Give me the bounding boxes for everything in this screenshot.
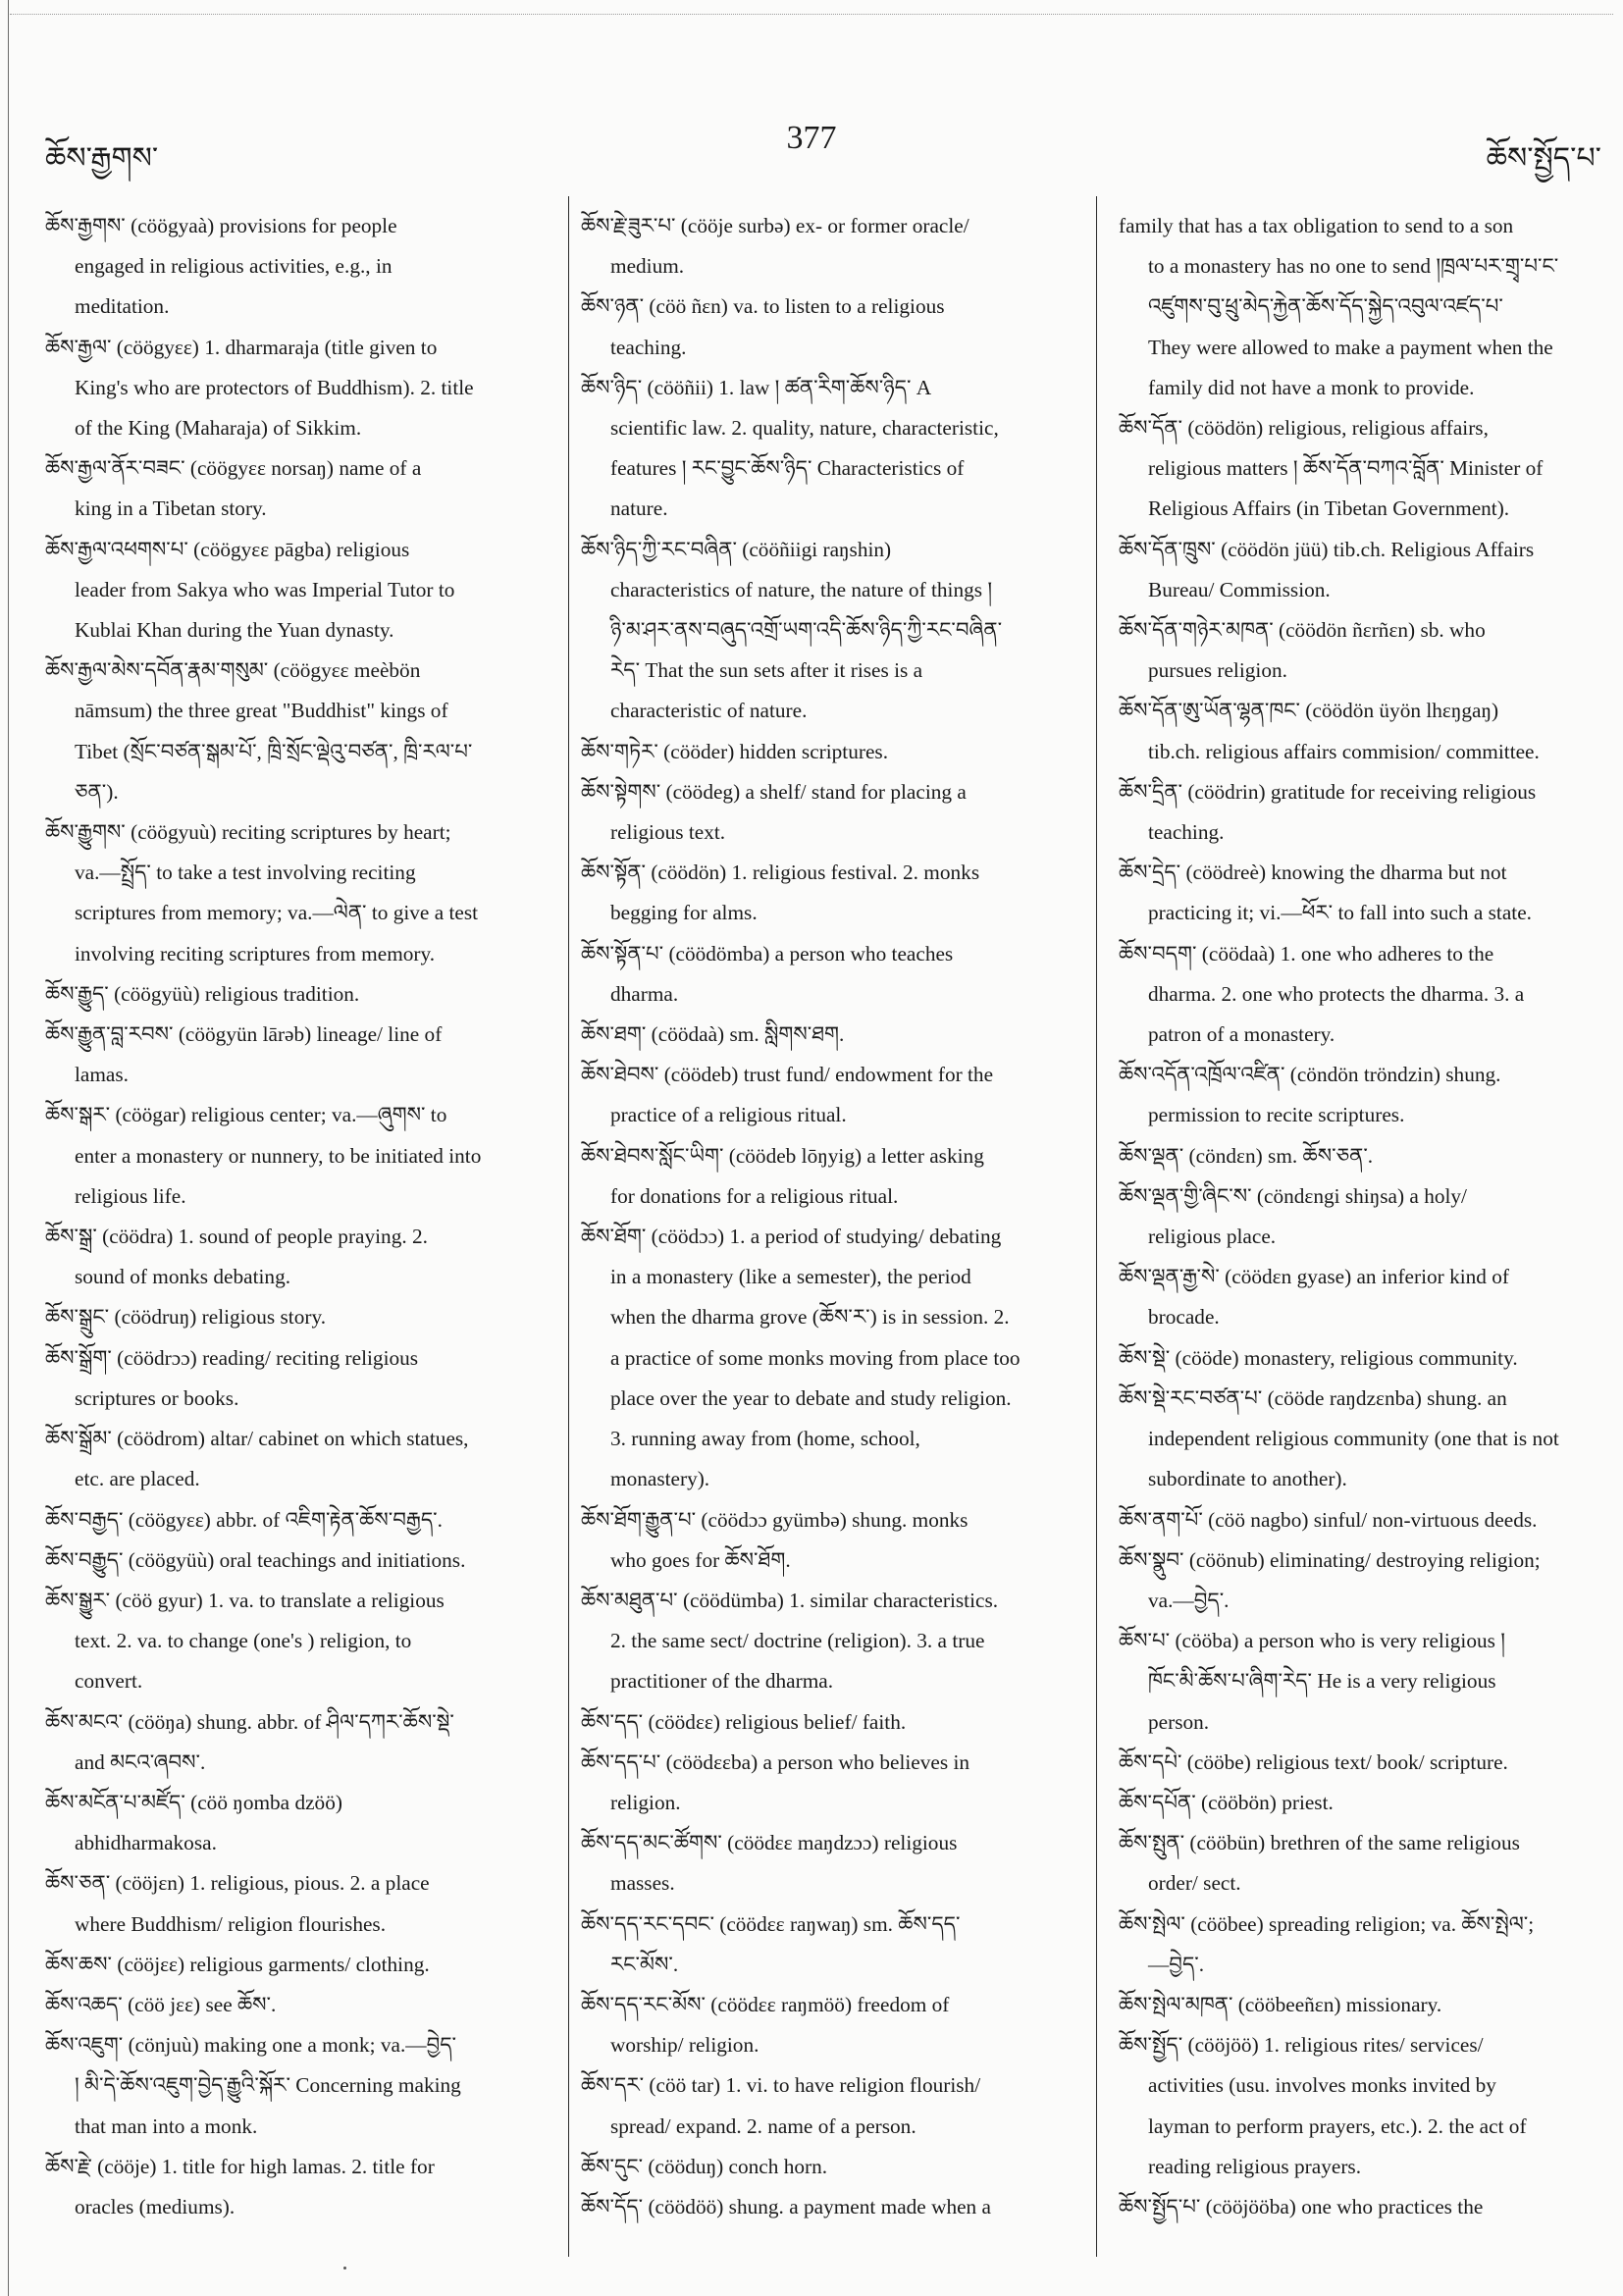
entry-line: oracles (mediums). xyxy=(75,2194,236,2218)
entry-line: engaged in religious activities, e.g., in xyxy=(75,254,393,279)
dictionary-column-2 xyxy=(581,206,1081,2262)
dictionary-entry xyxy=(581,1015,1081,1055)
entry-line: ཆོས་ཉིད་ (cööñii) 1. law ། ཚན་རིག་ཆོས་ཉིད་ A xyxy=(581,375,932,399)
entry-line: features ། རང་བྱུང་ཆོས་ཉིད་ Characteristics of xyxy=(610,456,965,481)
entry-line: dharma. 2. one who protects the dharma. 3. a xyxy=(1148,981,1525,1006)
entry-line: va.—སྤྲོད་ to take a test involving reciting xyxy=(75,861,416,885)
page-number: 377 xyxy=(786,120,837,156)
dictionary-entry xyxy=(45,1500,555,1540)
dictionary-entry xyxy=(45,651,555,812)
entry-line: medium. xyxy=(610,254,685,279)
dictionary-entry xyxy=(581,934,1081,1015)
entry-line: —བྱེད་. xyxy=(1148,1952,1205,1976)
entry-line: etc. are placed. xyxy=(75,1467,200,1491)
entry-line: རེད་ That the sun sets after it rises is a xyxy=(610,658,923,683)
entry-line: scriptures from memory; va.—ལེན་ to give a test xyxy=(75,901,479,925)
entry-line: sound of monks debating. xyxy=(75,1265,291,1289)
entry-line: ཆོས་ཐག་ (cöödaà) sm. སླིགས་ཐག. xyxy=(581,1022,845,1047)
entry-line: ཆོས་སྒྲོམ་ (cöödrom) altar/ cabinet on which statues, xyxy=(45,1427,469,1451)
entry-line: Tibet (སྲོང་བཙན་སྒམ་པོ་, ཁྲི་སྲོང་ལྡེའུ་བཙན་, ཁྲི་རལ་པ་ xyxy=(75,739,473,763)
entry-line: ཆོས་དད་རང་དབང་ (cöödɛɛ raŋwaŋ) sm. ཆོས་དད་ xyxy=(581,1911,961,1936)
entry-line: ཆོས་ལྡན་རྒྱ་སེ་ (cöödɛn gyase) an inferior kind of xyxy=(1119,1265,1510,1289)
entry-line: ཆོས་རྗེ་ (cööje) 1. title for high lamas. 2. title for xyxy=(45,2154,435,2178)
entry-line: monastery). xyxy=(610,1467,710,1491)
entry-line: ཆོས་རྒྱལ་མེས་དབོན་རྣམ་གསུམ་ (cöögyɛɛ meèbön xyxy=(45,658,421,683)
column-divider xyxy=(1096,196,1097,2257)
dictionary-entry xyxy=(45,1419,555,1499)
entry-line: king in a Tibetan story. xyxy=(75,496,267,521)
entry-line: ཆོས་དོན་གཉེར་མཁན་ (cöödön ñɛrñɛn) sb. who xyxy=(1119,618,1486,643)
dictionary-entry xyxy=(581,1581,1081,1702)
entry-line: Religious Affairs (in Tibetan Government). xyxy=(1148,496,1510,521)
entry-line: ཆོས་འཇུག་ (cönjuù) making one a monk; va.—བྱེད་ xyxy=(45,2033,457,2058)
entry-line: ཆོས་སྟོན་ (cöödön) 1. religious festival. 2. monks xyxy=(581,861,980,885)
dictionary-entry xyxy=(1119,1500,1609,1540)
dictionary-entry xyxy=(581,2065,1081,2146)
entry-line: independent religious community (one that is not xyxy=(1148,1427,1559,1451)
entry-line: ཆོས་མངའ་ (cööŋa) shung. abbr. of ཤིལ་དཀར་ཆོས་སྡེ་ xyxy=(45,1709,454,1734)
entry-line: family did not have a monk to provide. xyxy=(1148,375,1475,399)
column-divider xyxy=(568,196,569,2257)
dictionary-entry xyxy=(581,1985,1081,2065)
dictionary-entry xyxy=(581,1702,1081,1743)
entry-line: ཆོས་གཏེར་ (cööder) hidden scriptures. xyxy=(581,739,889,763)
entry-line: patron of a monastery. xyxy=(1148,1022,1335,1047)
entry-line: ཆོས་སྤེལ་མཁན་ (cööbeeñɛn) missionary. xyxy=(1119,1992,1442,2016)
entry-line: ཆོས་སྣུབ་ (cöönub) eliminating/ destroying religion; xyxy=(1119,1547,1541,1572)
dictionary-entry xyxy=(581,1823,1081,1904)
entry-line: tib.ch. religious affairs commision/ committee. xyxy=(1148,739,1540,763)
entry-line: ཆོས་སྟོན་པ་ (cöödömba) a person who teaches xyxy=(581,941,954,965)
entry-line: enter a monastery or nunnery, to be initiated into xyxy=(75,1143,482,1168)
dictionary-entry xyxy=(1119,2187,1609,2227)
entry-line: ཆོས་འཆད་ (cöö jɛɛ) see ཆོས་. xyxy=(45,1992,277,2016)
entry-line: who goes for ཆོས་ཐོག. xyxy=(610,1547,791,1572)
dictionary-entry xyxy=(581,772,1081,853)
entry-line: ཆོས་མངོན་པ་མཛོད་ (cöö ŋomba dzöö) xyxy=(45,1790,342,1814)
entry-line: ཆོས་རྒྱལ་ནོར་བཟང་ (cöögyɛɛ norsaŋ) name of a xyxy=(45,456,422,481)
entry-line: characteristic of nature. xyxy=(610,699,808,723)
entry-line: ཆོས་དཔོན་ (cööbön) priest. xyxy=(1119,1790,1334,1814)
entry-line: King's who are protectors of Buddhism). 2. title xyxy=(75,375,474,399)
entry-line: involving reciting scriptures from memory. xyxy=(75,941,436,965)
entry-line: ཆོས་དད་པ་ (cöödɛɛba) a person who believes in xyxy=(581,1749,970,1774)
dictionary-entry xyxy=(45,1702,555,1783)
dictionary-entry xyxy=(1119,2025,1609,2187)
entry-line: ཆོས་དར་ (cöö tar) 1. vi. to have religion flourish/ xyxy=(581,2073,981,2098)
entry-line: reading religious prayers. xyxy=(1148,2154,1362,2178)
entry-line: ཆོས་དྲིན་ (cöödrin) gratitude for receiving religious xyxy=(1119,779,1537,804)
entry-line: ཆོས་ལྡན་གྱི་ཞིང་ས་ (cöndɛngi shiŋsa) a holy/ xyxy=(1119,1183,1467,1208)
dictionary-entry xyxy=(45,448,555,529)
dictionary-entry xyxy=(45,1095,555,1217)
entry-line: ཆོས་རྒྱུགས་ (cöögyuù) reciting scriptures by heart; xyxy=(45,820,451,845)
entry-line: masses. xyxy=(610,1871,675,1896)
dictionary-entry xyxy=(1119,1338,1609,1379)
dictionary-entry xyxy=(45,1338,555,1419)
entry-line: ཆོས་དྲེད་ (cöödreè) knowing the dharma but not xyxy=(1119,861,1507,885)
dictionary-entry xyxy=(1119,934,1609,1056)
dictionary-entry xyxy=(45,1783,555,1863)
entry-line: ཆོས་སྒྱུར་ (cöö gyur) 1. va. to translate a religious xyxy=(45,1588,445,1612)
entry-line: ཆོས་བདག་ (cöödaà) 1. one who adheres to the xyxy=(1119,941,1494,965)
dictionary-entry xyxy=(1119,1783,1609,1823)
dictionary-entry xyxy=(581,2147,1081,2187)
dictionary-entry xyxy=(1119,610,1609,691)
entry-line: in a monastery (like a semester), the period xyxy=(610,1265,971,1289)
entry-line: practice of a religious ritual. xyxy=(610,1103,847,1127)
entry-line: ཆོས་དད་ (cöödɛɛ) religious belief/ faith. xyxy=(581,1709,907,1734)
entry-line: person. xyxy=(1148,1709,1210,1734)
running-head-left: ཆོས་རྒྱགས་ xyxy=(45,142,159,175)
entry-line: ཆོས་ཐོག་ (cöödɔɔ) 1. a period of studying/ debating xyxy=(581,1225,1002,1249)
entry-line: permission to recite scriptures. xyxy=(1148,1103,1405,1127)
entry-line: ཆོས་མཐུན་པ་ (cöödümba) 1. similar characteristics. xyxy=(581,1588,999,1612)
entry-line: to a monastery has no one to send །ཁྲལ་པར་གྲྭ་པ་ང་ xyxy=(1148,254,1559,279)
entry-line: place over the year to debate and study religion. xyxy=(610,1385,1012,1410)
entry-line: ཆོས་སྤྱོད་ (cööjöö) 1. religious rites/ services/ xyxy=(1119,2033,1484,2058)
dictionary-entry xyxy=(1119,691,1609,771)
dictionary-entry xyxy=(45,1985,555,2025)
entry-line: activities (usu. involves monks invited by xyxy=(1148,2073,1496,2098)
entry-line: religion. xyxy=(610,1790,681,1814)
entry-line: ཆོས་བརྒྱད་ (cöögyɛɛ) abbr. of འཇིག་རྟེན་ཆོས་བརྒྱད་. xyxy=(45,1507,443,1532)
entry-line: ཆོས་རྒྱུན་བླ་རབས་ (cöögyün lārəb) lineage/ line of xyxy=(45,1022,443,1047)
entry-line: teaching. xyxy=(610,335,687,359)
page-left-edge xyxy=(8,0,9,2296)
dictionary-column-3 xyxy=(1119,206,1609,2262)
dictionary-entry xyxy=(45,206,555,328)
entry-line: family that has a tax obligation to send to a son xyxy=(1119,214,1514,237)
entry-line: 2. the same sect/ doctrine (religion). 3. a true xyxy=(610,1629,985,1653)
entry-line: teaching. xyxy=(1148,820,1225,845)
dictionary-entry xyxy=(581,1905,1081,1985)
entry-line: subordinate to another). xyxy=(1148,1467,1347,1491)
entry-line: religious text. xyxy=(610,820,726,845)
entry-line: characteristics of nature, the nature of things ། xyxy=(610,577,993,601)
entry-line: ཆོས་སྡེ་རང་བཙན་པ་ (cööde raŋdzɛnba) shung. an xyxy=(1119,1385,1507,1410)
dictionary-entry xyxy=(45,530,555,652)
entry-line: ཆོས་དུང་ (cööduŋ) conch horn. xyxy=(581,2154,828,2178)
entry-line: religious place. xyxy=(1148,1225,1277,1249)
entry-line: ཆོས་རྒྱལ་ (cöögyɛɛ) 1. dharmaraja (title given to xyxy=(45,335,438,359)
dictionary-entry xyxy=(1119,1257,1609,1337)
entry-line: ། མི་དེ་ཆོས་འཇུག་བྱེད་རྒྱུའི་སྐོར་ Concerning making xyxy=(75,2073,461,2098)
entry-line: nāmsum) the three great "Buddhist" kings of xyxy=(75,699,448,723)
entry-line: ཆོས་བརྒྱུད་ (cöögyüù) oral teachings and initiations. xyxy=(45,1547,466,1572)
entry-line: ཆོས་སྒྲུང་ (cöödruŋ) religious story. xyxy=(45,1305,327,1330)
entry-line: ཆོས་ལྡན་ (cöndɛn) sm. ཆོས་ཅན་. xyxy=(1119,1143,1374,1168)
dictionary-entry xyxy=(1119,1055,1609,1135)
dictionary-entry xyxy=(581,368,1081,530)
entry-line: scriptures or books. xyxy=(75,1385,239,1410)
entry-line: ཆོས་སྡེ་ (cööde) monastery, religious community. xyxy=(1119,1345,1518,1370)
entry-line: ཆོས་རྗེ་ཟུར་པ་ (cööje surbə) ex- or former oracle/ xyxy=(581,214,969,237)
entry-line: a practice of some monks moving from place too xyxy=(610,1345,1021,1370)
entry-line: ཆོས་ཐེབས་ (cöödeb) trust fund/ endowment for the xyxy=(581,1063,994,1087)
dictionary-entry xyxy=(45,1945,555,1985)
entry-line: layman to perform prayers, etc.). 2. the act of xyxy=(1148,2113,1527,2138)
entry-line: ཆོས་སྤུན་ (cööbün) brethren of the same religious xyxy=(1119,1831,1520,1855)
dictionary-entry xyxy=(581,530,1081,732)
entry-line: religious life. xyxy=(75,1183,186,1208)
entry-line: ཆོས་དད་མང་ཚོགས་ (cöödɛɛ maŋdzɔɔ) religious xyxy=(581,1831,958,1855)
entry-line: that man into a monk. xyxy=(75,2113,258,2138)
entry-line: worship/ religion. xyxy=(610,2033,759,2058)
entry-line: when the dharma grove (ཆོས་ར་) is in session. 2. xyxy=(610,1305,1010,1330)
entry-line: རང་མོས་. xyxy=(610,1952,679,1976)
entry-line: ཆོས་སྒྲོག་ (cöödrɔɔ) reading/ reciting religious xyxy=(45,1345,419,1370)
entry-line: They were allowed to make a payment when the xyxy=(1148,335,1553,359)
dictionary-entry xyxy=(1119,853,1609,933)
dictionary-entry xyxy=(581,1500,1081,1581)
entry-line: ཆོས་དད་རང་མོས་ (cöödɛɛ raŋmöö) freedom of xyxy=(581,1992,950,2016)
dictionary-entry xyxy=(1119,1621,1609,1743)
entry-line: ཆོས་དོན་ཁྲུས་ (cöödön jüü) tib.ch. Religious Affairs xyxy=(1119,537,1535,561)
dictionary-entry xyxy=(45,812,555,974)
entry-line: lamas. xyxy=(75,1063,129,1087)
entry-line: and མངའ་ཞབས་. xyxy=(75,1749,206,1774)
entry-line: nature. xyxy=(610,496,668,521)
entry-line: ཆོས་ཅན་ (cööjɛn) 1. religious, pious. 2. a place xyxy=(45,1871,430,1896)
entry-line: ཆོས་ཉན་ (cöö ñɛn) va. to listen to a religious xyxy=(581,294,945,319)
dictionary-entry xyxy=(1119,1905,1609,1985)
entry-line: ཆོས་རྒྱལ་འཕགས་པ་ (cöögyɛɛ pāgba) religious xyxy=(45,537,410,561)
page-top-edge xyxy=(10,14,1613,15)
entry-line: brocade. xyxy=(1148,1305,1220,1330)
entry-line: ཆོས་དོན་ (cöödön) religious, religious affairs, xyxy=(1119,416,1489,441)
dictionary-entry xyxy=(1119,1823,1609,1904)
dictionary-entry xyxy=(45,974,555,1015)
dictionary-entry xyxy=(1119,1985,1609,2025)
entry-line: where Buddhism/ religion flourishes. xyxy=(75,1911,387,1936)
dictionary-entry xyxy=(1119,1743,1609,1783)
dictionary-entry xyxy=(1119,772,1609,853)
dictionary-entry xyxy=(581,287,1081,367)
entry-line: ཆོས་པ་ (cööba) a person who is very religious ། xyxy=(1119,1629,1505,1653)
entry-line: religious matters ། ཆོས་དོན་བཀའ་བློན་ Minister of xyxy=(1148,456,1544,481)
entry-line: dharma. xyxy=(610,981,679,1006)
entry-line: ཆོས་སྒར་ (cöögar) religious center; va.—ཞུགས་ to xyxy=(45,1103,447,1127)
dictionary-entry xyxy=(581,206,1081,287)
entry-line: ཆོས་ཐོག་རྒྱུན་པ་ (cöödɔɔ gyümbə) shung. monks xyxy=(581,1507,969,1532)
dictionary-entry xyxy=(45,328,555,449)
dictionary-entry xyxy=(45,1863,555,1944)
entry-line: va.—བྱེད་. xyxy=(1148,1588,1230,1612)
entry-line: practitioner of the dharma. xyxy=(610,1669,834,1694)
dictionary-entry xyxy=(45,1540,555,1581)
entry-line: ཆོས་སྤྱོད་པ་ (cööjööba) one who practices the xyxy=(1119,2194,1484,2218)
dictionary-entry xyxy=(581,1055,1081,1135)
entry-line: leader from Sakya who was Imperial Tutor to xyxy=(75,577,455,601)
dictionary-entry xyxy=(45,2147,555,2227)
dictionary-entry xyxy=(1119,1379,1609,1500)
dictionary-entry xyxy=(45,1217,555,1297)
entry-line: pursues religion. xyxy=(1148,658,1287,683)
entry-line: ཉི་མ་ཤར་ནས་བཞུད་འགྲོ་ཡག་འདི་ཆོས་ཉིད་ཀྱི་རང་བཞིན་ xyxy=(610,618,1003,643)
dictionary-entry xyxy=(1119,1176,1609,1257)
entry-line: begging for alms. xyxy=(610,901,758,925)
entry-line: ཆོས་རྒྱུད་ (cöögyüù) religious tradition. xyxy=(45,981,360,1006)
dictionary-entry xyxy=(1119,1136,1609,1176)
page-speck xyxy=(343,2267,346,2270)
entry-line: spread/ expand. 2. name of a person. xyxy=(610,2113,916,2138)
dictionary-entry xyxy=(581,853,1081,933)
entry-line: for donations for a religious ritual. xyxy=(610,1183,899,1208)
entry-line: ཆོས་དཔེ་ (cööbe) religious text/ book/ scripture. xyxy=(1119,1749,1508,1774)
running-head-right: ཆོས་སྤྱོད་པ་ xyxy=(1486,142,1601,175)
entry-line: text. 2. va. to change (one's ) religion, to xyxy=(75,1629,412,1653)
entry-line: ཅན་). xyxy=(75,779,119,804)
entry-line: ཆོས་དོན་ཨུ་ཡོན་ལྷན་ཁང་ (cöödön üyön lhɛŋgaŋ) xyxy=(1119,699,1499,723)
entry-line: abhidharmakosa. xyxy=(75,1831,217,1855)
dictionary-entry xyxy=(45,1297,555,1337)
entry-line: Kublai Khan during the Yuan dynasty. xyxy=(75,618,394,643)
dictionary-entry xyxy=(581,1136,1081,1217)
dictionary-entry xyxy=(581,1217,1081,1499)
entry-line: ཆོས་ནག་པོ་ (cöö nagbo) sinful/ non-virtuous deeds. xyxy=(1119,1507,1538,1532)
dictionary-entry xyxy=(1119,1540,1609,1621)
dictionary-entry xyxy=(1119,408,1609,530)
dictionary-column-1 xyxy=(45,206,555,2262)
entry-line: of the King (Maharaja) of Sikkim. xyxy=(75,416,362,441)
entry-line: ཆོས་རྒྱགས་ (cöögyaà) provisions for people xyxy=(45,214,397,237)
entry-line: ཆོས་སྒྲ་ (cöödra) 1. sound of people praying. 2. xyxy=(45,1225,428,1249)
dictionary-entry xyxy=(1119,206,1609,408)
entry-line: ཆོས་སྤེལ་ (cööbee) spreading religion; va. ཆོས་སྤེལ་; xyxy=(1119,1911,1535,1936)
entry-line: ཁོང་མི་ཆོས་པ་ཞིག་རེད་ He is a very religious xyxy=(1148,1669,1496,1694)
dictionary-entry xyxy=(581,732,1081,772)
entry-line: scientific law. 2. quality, nature, characteristic, xyxy=(610,416,999,441)
entry-line: ཆོས་སྟེགས་ (cöödeg) a shelf/ stand for placing a xyxy=(581,779,967,804)
entry-line: order/ sect. xyxy=(1148,1871,1241,1896)
entry-line: ཆོས་དོད་ (cöödöö) shung. a payment made when a xyxy=(581,2194,991,2218)
entry-line: ཆོས་འདོན་འཁྲོལ་འཛིན་ (cöndön tröndzin) shung. xyxy=(1119,1063,1501,1087)
entry-line: ཆོས་ཉིད་ཀྱི་རང་བཞིན་ (cööñiigi raŋshin) xyxy=(581,537,892,561)
dictionary-entry xyxy=(45,1015,555,1095)
entry-line: འཛུགས་བུ་ཕྲུ་མེད་རྐྱེན་ཆོས་དོད་སྐྱེད་འབུལ་འཛད་པ་ xyxy=(1148,294,1503,319)
entry-line: ཆོས་ཐེབས་སློང་ཡིག་ (cöödeb lōŋyig) a letter asking xyxy=(581,1143,984,1168)
entry-line: practicing it; vi.—ཕོར་ to fall into such a state. xyxy=(1148,901,1532,925)
entry-line: ཆོས་ཆས་ (cööjɛɛ) religious garments/ clothing. xyxy=(45,1952,430,1976)
entry-line: Bureau/ Commission. xyxy=(1148,577,1331,601)
entry-line: 3. running away from (home, school, xyxy=(610,1427,920,1451)
dictionary-entry xyxy=(1119,530,1609,610)
dictionary-entry xyxy=(581,1743,1081,1823)
entry-line: convert. xyxy=(75,1669,143,1694)
dictionary-entry xyxy=(581,2187,1081,2227)
dictionary-entry xyxy=(45,2025,555,2147)
dictionary-entry xyxy=(45,1581,555,1702)
entry-line: meditation. xyxy=(75,294,170,319)
